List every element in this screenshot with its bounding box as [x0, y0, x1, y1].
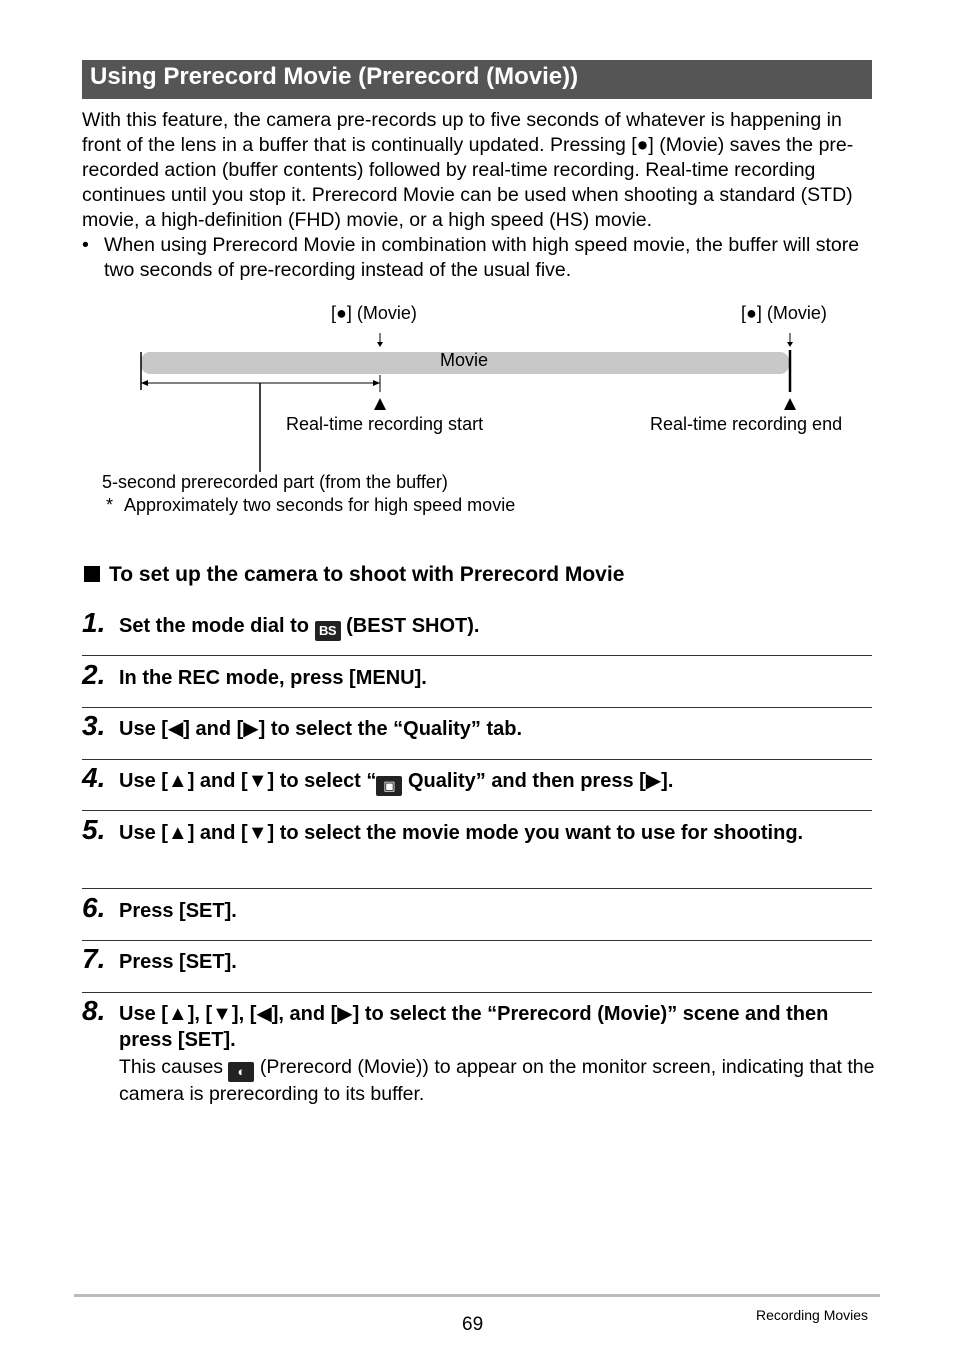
footnote-text: Approximately two seconds for high speed movie: [124, 495, 516, 515]
step-number: 2.: [82, 659, 106, 690]
procedure-heading: [84, 563, 624, 587]
step-text: In the REC mode, press [MENU].: [119, 667, 427, 689]
intro-paragraph: [82, 108, 882, 233]
step-text: [119, 613, 879, 641]
step-divider: [82, 888, 872, 889]
step-text-part: (BEST SHOT).: [340, 615, 480, 637]
press-arrow-left-head: [377, 342, 383, 347]
step-number: 4.: [82, 762, 106, 793]
step-note: [119, 1055, 879, 1107]
end-triangle: [784, 398, 796, 410]
intro-text: With this feature, the camera pre-records up to five seconds of whatever is happening in front of the lens in a buffer that is continually updated. Pressing [●] (Movie) saves the pre-recorded action (buffer contents) followed by real-time recording. Real-time recording continues until you stop it. Prerecord Movie can be used when shooting a standard (STD) movie, a high-definition (FHD) movie, or a high speed (HS) movie.: [82, 109, 854, 231]
movie-quality-icon: ▣: [376, 776, 402, 796]
black-square-icon: [84, 566, 100, 582]
step-text: Press [SET].: [119, 951, 237, 973]
page-title: Using Prerecord Movie (Prerecord (Movie)): [90, 63, 579, 90]
buffer-label: 5-second prerecorded part (from the buffer): [102, 472, 448, 492]
step-note-part: This causes: [119, 1056, 229, 1078]
step-text: Press [SET].: [119, 900, 237, 922]
step-number: 7.: [82, 943, 106, 974]
step-text-part: Quality” and then press [▶].: [402, 770, 674, 792]
procedure-heading-text: To set up the camera to shoot with Prerecord Movie: [109, 563, 625, 586]
step-text: Use [◀] and [▶] to select the “Quality” tab.: [119, 718, 523, 740]
step-divider: [82, 655, 872, 656]
movie-press-label-right: [●] (Movie): [741, 303, 827, 323]
step-text-part: Use [▲] and [▼] to select “: [119, 770, 377, 792]
bullet-marker: •: [82, 234, 89, 256]
recording-start-label: Real-time recording start: [286, 414, 484, 434]
step-divider: [82, 707, 872, 708]
buffer-span-arrow-left: [141, 380, 148, 386]
best-shot-icon: BS: [315, 621, 341, 641]
footer-divider: [74, 1294, 880, 1297]
step-divider: [82, 810, 872, 811]
step-number: 3.: [82, 710, 106, 741]
page-number: 69: [462, 1314, 484, 1335]
movie-press-label-left: [●] (Movie): [331, 303, 417, 323]
step-divider: [82, 759, 872, 760]
footnote-marker: *: [106, 495, 114, 515]
step-number: 5.: [82, 814, 106, 845]
recording-end-label: Real-time recording end: [650, 414, 843, 434]
step-text: Use [▲] and [▼] to select the movie mode you want to use for shooting.: [119, 822, 804, 844]
step-number: 8.: [82, 995, 106, 1026]
step-divider: [82, 940, 872, 941]
start-triangle: [374, 398, 386, 410]
section-title-bar: [82, 60, 872, 99]
step-text: Use [▲], [▼], [◀], and [▶] to select the “Prerecord (Movie)” scene and then press [SET].: [119, 1003, 829, 1051]
section-name: Recording Movies: [756, 1307, 869, 1323]
step-divider: [82, 992, 872, 993]
prerecord-movie-icon: ◐: [228, 1062, 254, 1082]
step-note-part: (Prerecord (Movie)) to appear on the monitor screen, indicating that the camera is prerecording to its buffer.: [119, 1056, 875, 1105]
prerecord-timeline-diagram: [0, 300, 954, 530]
step-text: [119, 768, 879, 796]
step-number: 1.: [82, 607, 106, 638]
step-number: 6.: [82, 892, 106, 923]
bullet-text: When using Prerecord Movie in combination with high speed movie, the buffer will store two seconds of pre-recording instead of the usual five.: [104, 234, 860, 281]
buffer-span-arrow-right: [373, 380, 380, 386]
movie-bar-label: Movie: [440, 350, 489, 370]
step-text-part: Set the mode dial to: [119, 615, 315, 637]
press-arrow-right-head: [787, 342, 793, 347]
